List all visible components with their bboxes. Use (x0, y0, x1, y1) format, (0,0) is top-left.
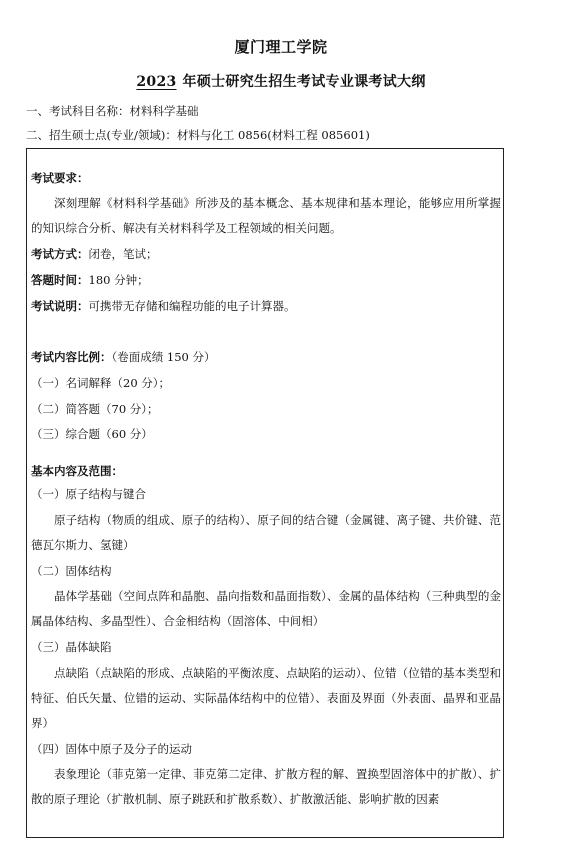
section-title: （二）固体结构 (31, 564, 112, 578)
proportion-item: （三）综合题（60 分） (31, 427, 153, 441)
notes-label: 考试说明： (31, 299, 89, 313)
section-text: 点缺陷（点缺陷的形成、点缺陷的平衡浓度、点缺陷的运动）、位错（位错的基本类型和特征、伯氏矢量、位错的运动、实际晶体结构中的位错）、表面及界面（外表面、晶界和亚晶界） (31, 666, 501, 730)
subject-value: 材料科学基础 (129, 104, 199, 118)
major-line (26, 127, 370, 143)
duration-label: 答题时间： (31, 273, 89, 287)
major-label: 二、招生硕士点(专业/领域)： (26, 128, 177, 142)
title-text: 年硕士研究生招生考试专业课考试大纲 (182, 74, 426, 90)
proportion-label: 考试内容比例： (31, 350, 112, 364)
section-title: （四）固体中原子及分子的运动 (31, 742, 192, 756)
section-text: 晶体学基础（空间点阵和晶胞、晶向指数和晶面指数）、金属的晶体结构（三种典型的金属晶体结构、多晶型性）、合金相结构（固溶体、中间相） (31, 589, 501, 628)
section-title: （三）晶体缺陷 (31, 640, 112, 654)
requirements-text: 深刻理解《材料科学基础》所涉及的基本概念、基本规律和基本理论，能够应用所掌握的知识综合分析、解决有关材料科学及工程领域的相关问题。 (31, 196, 501, 235)
notes-value: 可携带无存储和编程功能的电子计算器。 (88, 299, 296, 313)
method-label: 考试方式： (31, 247, 89, 261)
duration-line (31, 268, 501, 293)
major-value: 材料与化工 0856(材料工程 085601) (176, 128, 370, 142)
notes-line (31, 294, 501, 319)
method-value: 闭卷，笔试； (88, 247, 158, 261)
section-text: 表象理论（菲克第一定律、菲克第二定律、扩散方程的解、置换型固溶体中的扩散）、扩散的原子理论（扩散机制、原子跳跃和扩散系数）、扩散激活能、影响扩散的因素 (31, 767, 501, 806)
proportion-value: （卷面成绩 150 分） (111, 350, 216, 364)
proportion-line (31, 345, 501, 370)
document-title (0, 71, 562, 91)
requirements-heading: 考试要求： (31, 171, 89, 185)
method-line (31, 242, 501, 267)
school-name: 厦门理工学院 (234, 38, 328, 56)
title-year: 2023 (136, 74, 177, 90)
subject-line (26, 103, 199, 119)
duration-value: 180 分钟； (88, 273, 149, 287)
section-title: （一）原子结构与键合 (31, 487, 146, 501)
scope-heading: 基本内容及范围： (31, 464, 123, 478)
subject-label: 一、考试科目名称： (26, 104, 130, 118)
proportion-item: （二）简答题（70 分）； (31, 402, 159, 416)
section-text: 原子结构（物质的组成、原子的结构）、原子间的结合键（金属键、离子键、共价键、范德瓦尔斯力、氢键） (31, 513, 501, 552)
syllabus-box (26, 148, 504, 838)
proportion-item: （一）名词解释（20 分）； (31, 376, 171, 390)
